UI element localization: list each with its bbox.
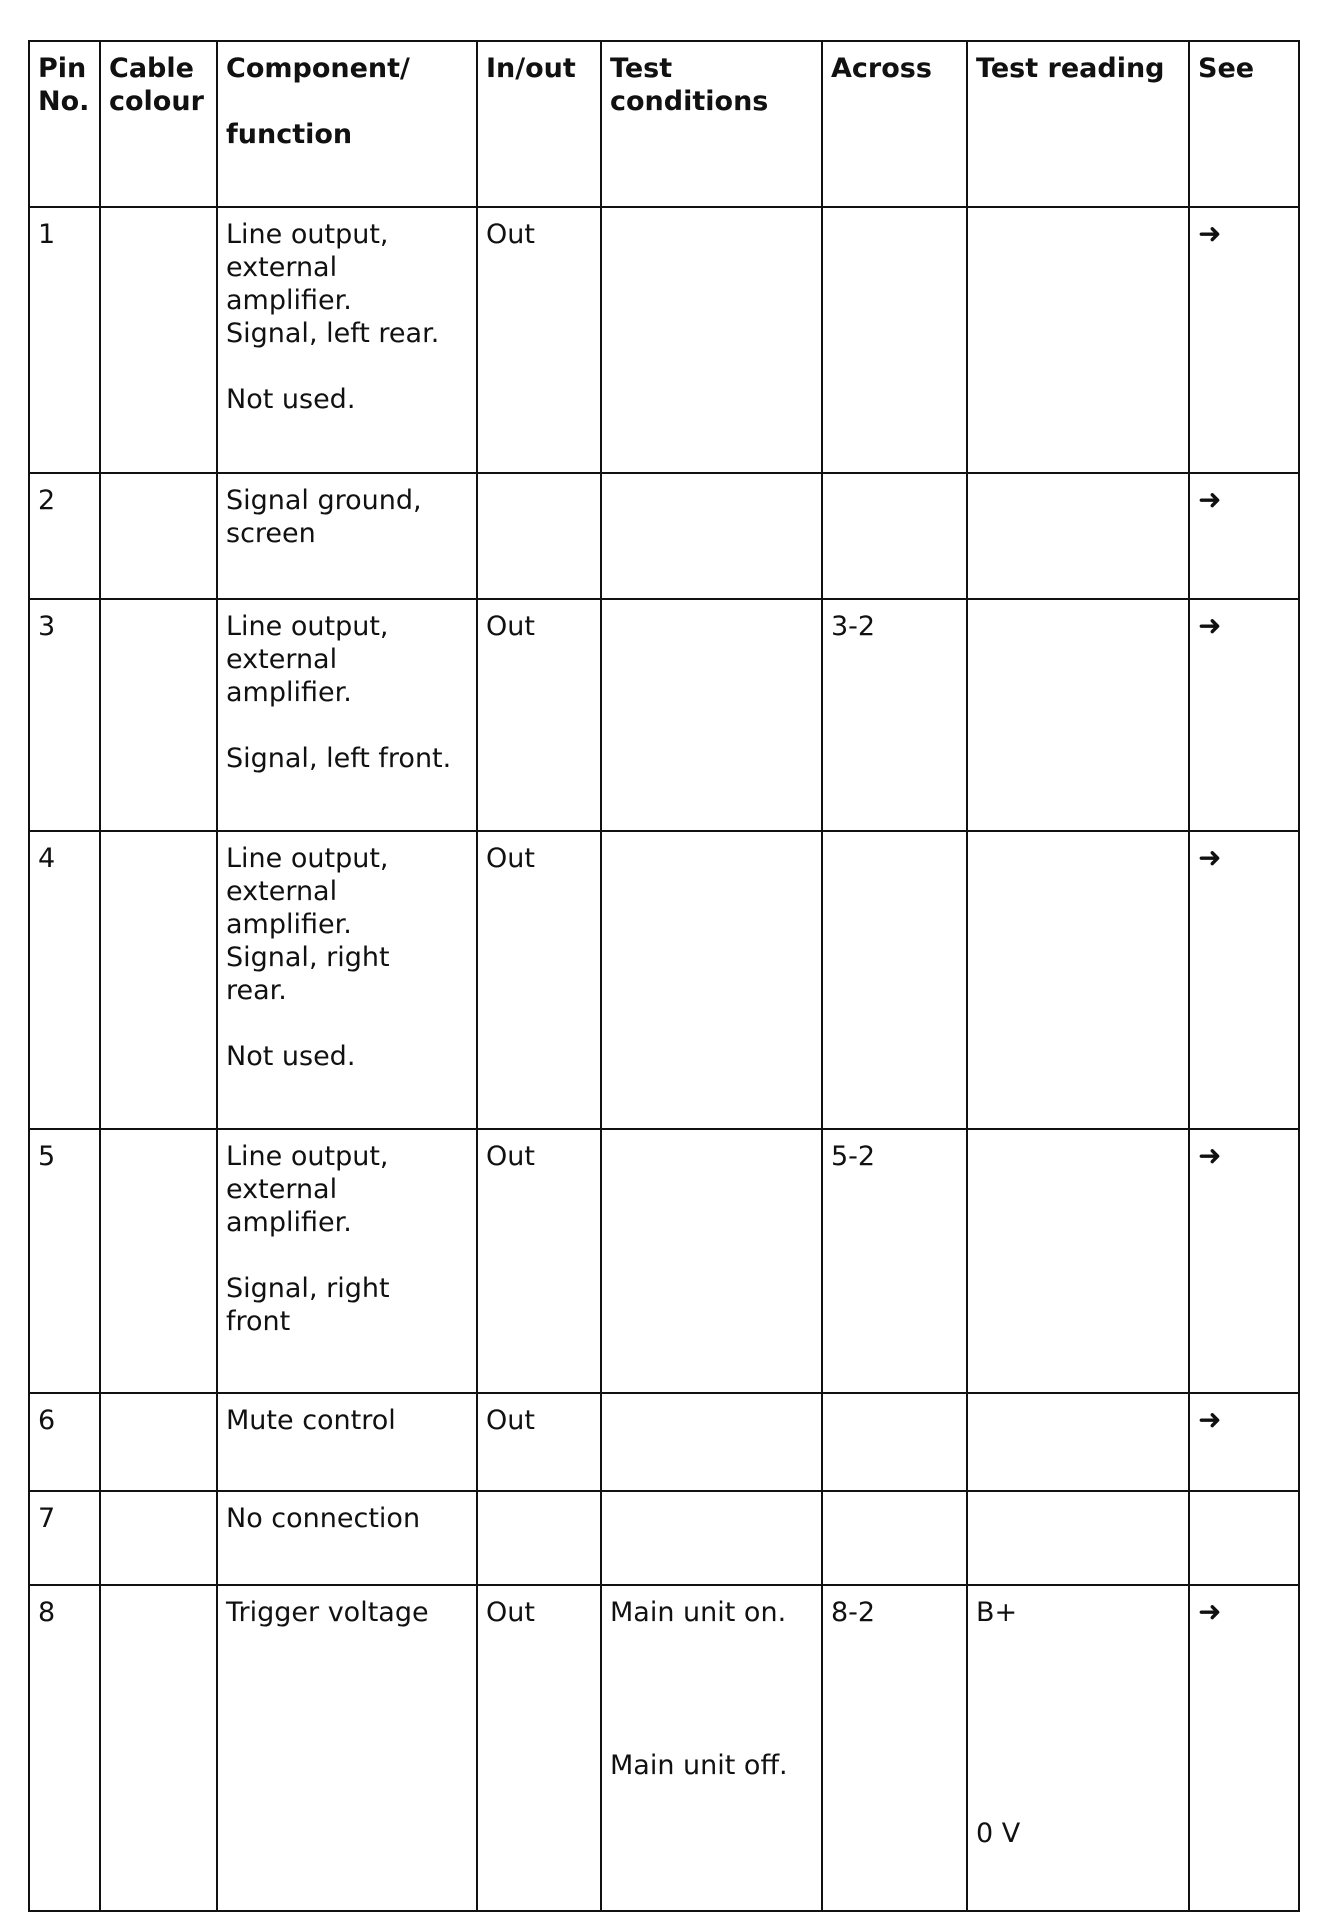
- test-reading-cell: [967, 599, 1189, 831]
- in-out-cell: [477, 1491, 601, 1585]
- table-row: [29, 1585, 1299, 1911]
- header-see: See: [1189, 41, 1299, 207]
- test-reading-cell: [967, 207, 1189, 473]
- test-reading-cell: [967, 473, 1189, 599]
- see-cell: [1189, 473, 1299, 599]
- table-row: [29, 1129, 1299, 1393]
- test-conditions-cell: Main unit on. Main unit off.: [601, 1585, 822, 1911]
- table-row: [29, 473, 1299, 599]
- see-cell: [1189, 831, 1299, 1129]
- arrow-right-icon: ➜: [1198, 1595, 1222, 1628]
- cable-colour-cell: [100, 473, 217, 599]
- across-cell: [822, 1393, 967, 1491]
- arrow-right-icon: ➜: [1198, 841, 1222, 874]
- see-cell: [1189, 1491, 1299, 1585]
- arrow-right-icon: ➜: [1198, 1139, 1222, 1172]
- test-reading-cell: [967, 831, 1189, 1129]
- cable-colour-cell: [100, 207, 217, 473]
- header-component-function: Component/ function: [217, 41, 477, 207]
- test-conditions-cell: [601, 599, 822, 831]
- header-across: Across: [822, 41, 967, 207]
- header-row: [29, 41, 1299, 207]
- pin-number-cell: 2: [29, 473, 100, 599]
- across-cell: [822, 207, 967, 473]
- cable-colour-cell: [100, 599, 217, 831]
- component-function-cell: Signal ground, screen: [217, 473, 477, 599]
- across-cell: 5-2: [822, 1129, 967, 1393]
- see-cell: [1189, 599, 1299, 831]
- pin-number-cell: 1: [29, 207, 100, 473]
- header-in-out: In/out: [477, 41, 601, 207]
- pin-number-cell: 7: [29, 1491, 100, 1585]
- test-reading-cell: [967, 1491, 1189, 1585]
- across-cell: [822, 831, 967, 1129]
- cable-colour-cell: [100, 1585, 217, 1911]
- cable-colour-cell: [100, 1491, 217, 1585]
- test-conditions-cell: [601, 1491, 822, 1585]
- in-out-cell: Out: [477, 599, 601, 831]
- see-cell: [1189, 207, 1299, 473]
- component-function-cell: Trigger voltage: [217, 1585, 477, 1911]
- component-function-cell: No connection: [217, 1491, 477, 1585]
- table-row: [29, 207, 1299, 473]
- header-test-conditions: Test conditions: [601, 41, 822, 207]
- test-conditions-cell: [601, 1393, 822, 1491]
- in-out-cell: [477, 473, 601, 599]
- cable-colour-cell: [100, 1393, 217, 1491]
- arrow-right-icon: ➜: [1198, 217, 1222, 250]
- test-conditions-cell: [601, 473, 822, 599]
- component-function-cell: Mute control: [217, 1393, 477, 1491]
- see-cell: [1189, 1585, 1299, 1911]
- pin-number-cell: 8: [29, 1585, 100, 1911]
- component-function-cell: Line output, external amplifier. Signal, left rear. Not used.: [217, 207, 477, 473]
- in-out-cell: Out: [477, 1585, 601, 1911]
- component-function-cell: Line output, external amplifier. Signal, right rear. Not used.: [217, 831, 477, 1129]
- in-out-cell: Out: [477, 1129, 601, 1393]
- cable-colour-cell: [100, 831, 217, 1129]
- in-out-cell: Out: [477, 1393, 601, 1491]
- pin-number-cell: 3: [29, 599, 100, 831]
- table-row: [29, 1393, 1299, 1491]
- component-function-cell: Line output, external amplifier. Signal, right front: [217, 1129, 477, 1393]
- component-function-cell: Line output, external amplifier. Signal, left front.: [217, 599, 477, 831]
- across-cell: 3-2: [822, 599, 967, 831]
- test-reading-cell: [967, 1393, 1189, 1491]
- see-cell: [1189, 1129, 1299, 1393]
- across-cell: [822, 473, 967, 599]
- arrow-right-icon: ➜: [1198, 609, 1222, 642]
- in-out-cell: Out: [477, 207, 601, 473]
- across-cell: [822, 1491, 967, 1585]
- header-pin-no: Pin No.: [29, 41, 100, 207]
- pin-number-cell: 4: [29, 831, 100, 1129]
- header-cable-colour: Cable colour: [100, 41, 217, 207]
- table-row: [29, 831, 1299, 1129]
- header-test-reading: Test reading: [967, 41, 1189, 207]
- test-reading-cell: [967, 1129, 1189, 1393]
- in-out-cell: Out: [477, 831, 601, 1129]
- test-conditions-cell: [601, 1129, 822, 1393]
- across-cell: 8-2: [822, 1585, 967, 1911]
- test-conditions-cell: [601, 207, 822, 473]
- cable-colour-cell: [100, 1129, 217, 1393]
- test-conditions-cell: [601, 831, 822, 1129]
- pin-number-cell: 6: [29, 1393, 100, 1491]
- pin-number-cell: 5: [29, 1129, 100, 1393]
- pin-table: [28, 40, 1300, 1912]
- arrow-right-icon: ➜: [1198, 1403, 1222, 1436]
- test-reading-cell: B+ 0 V: [967, 1585, 1189, 1911]
- table-row: [29, 1491, 1299, 1585]
- table-row: [29, 599, 1299, 831]
- see-cell: [1189, 1393, 1299, 1491]
- arrow-right-icon: ➜: [1198, 483, 1222, 516]
